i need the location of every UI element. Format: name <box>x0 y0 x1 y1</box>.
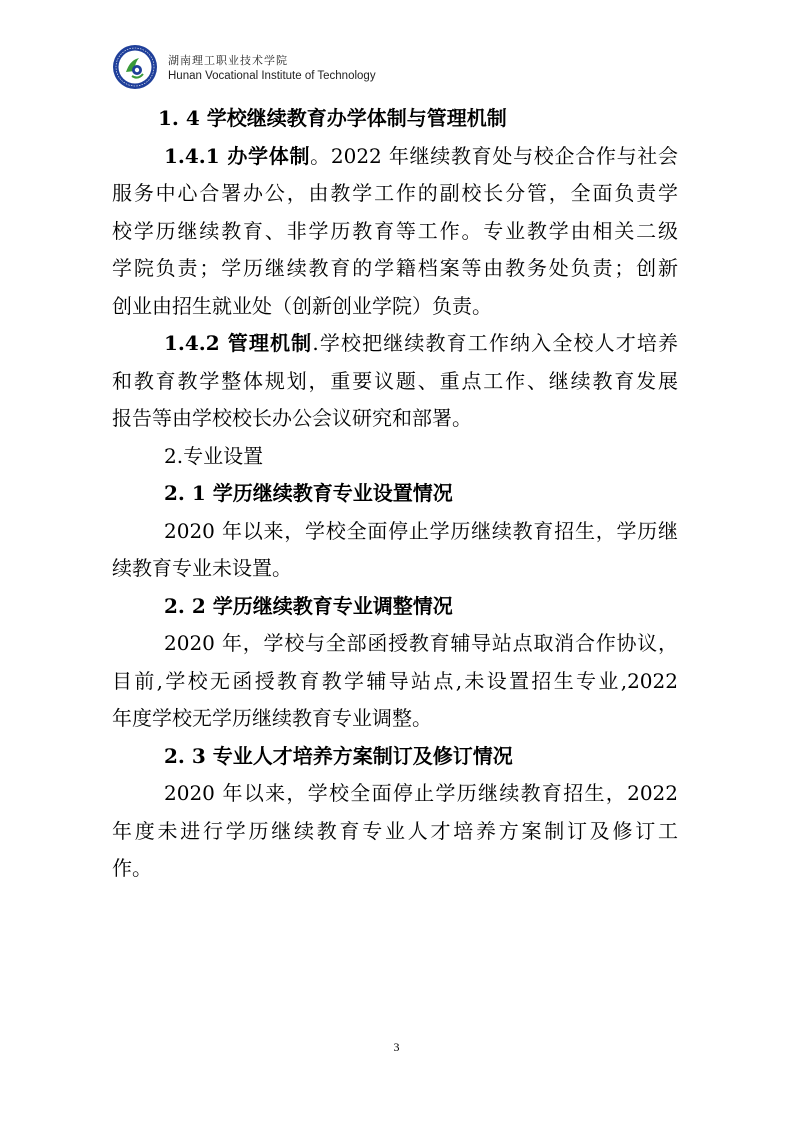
paragraph-line: 和教育教学整体规划，重要议题、重点工作、继续教育发展 <box>112 368 678 393</box>
section-heading-2: 2.专业设置 <box>164 443 264 468</box>
paragraph-line: 目前,学校无函授教育教学辅导站点,未设置招生专业,2022 <box>112 668 678 693</box>
page-header <box>112 44 712 94</box>
paragraph-1-4-2-first-line <box>112 325 678 363</box>
section-label-1-4-2: 1.4.2 管理机制 <box>164 331 313 355</box>
paragraph-text: 。2022 年继续教育处与校企合作与社会 <box>310 143 678 168</box>
section-label-1-4-1: 1.4.1 办学体制 <box>164 143 311 168</box>
paragraph-line: 2020 年以来，学校全面停止学历继续教育招生，2022 <box>164 781 678 805</box>
paragraph-line: 创业由招生就业处（创新创业学院）负责。 <box>112 293 492 318</box>
paragraph-line: 学院负责；学历继续教育的学籍档案等由教务处负责；创新 <box>112 256 678 280</box>
paragraph-line: 2020 年以来，学校全面停止学历继续教育招生，学历继 <box>164 518 678 543</box>
paragraph-text: .学校把继续教育工作纳入全校人才培养 <box>312 331 678 355</box>
school-name-cn: 湖南理工职业技术学院 <box>168 54 288 67</box>
school-seal-icon <box>112 44 158 90</box>
section-heading-2-3: 2. 3 专业人才培养方案制订及修订情况 <box>164 743 513 768</box>
page-number: 3 <box>393 1040 400 1054</box>
paragraph-line: 报告等由学校校长办公会议研究和部署。 <box>112 406 472 430</box>
section-heading-2-2: 2. 2 学历继续教育专业调整情况 <box>164 593 453 618</box>
paragraph-line: 服务中心合署办公，由教学工作的副校长分管，全面负责学 <box>112 181 678 205</box>
paragraph-1-4-1-first-line <box>112 138 678 176</box>
section-heading-2-1: 2. 1 学历继续教育专业设置情况 <box>164 481 453 505</box>
paragraph-line: 续教育专业未设置。 <box>112 556 292 580</box>
paragraph-line: 年度未进行学历继续教育专业人才培养方案制订及修订工 <box>112 818 678 843</box>
paragraph-line: 作。 <box>112 856 152 880</box>
paragraph-line: 2020 年，学校与全部函授教育辅导站点取消合作协议， <box>164 631 678 655</box>
school-name-en: Hunan Vocational Institute of Technology <box>168 70 376 82</box>
document-body <box>112 100 678 888</box>
paragraph-line: 年度学校无学历继续教育专业调整。 <box>112 706 432 730</box>
section-heading-1-4: 1. 4 学校继续教育办学体制与管理机制 <box>158 106 507 130</box>
paragraph-line: 校学历继续教育、非学历教育等工作。专业教学由相关二级 <box>112 218 678 243</box>
